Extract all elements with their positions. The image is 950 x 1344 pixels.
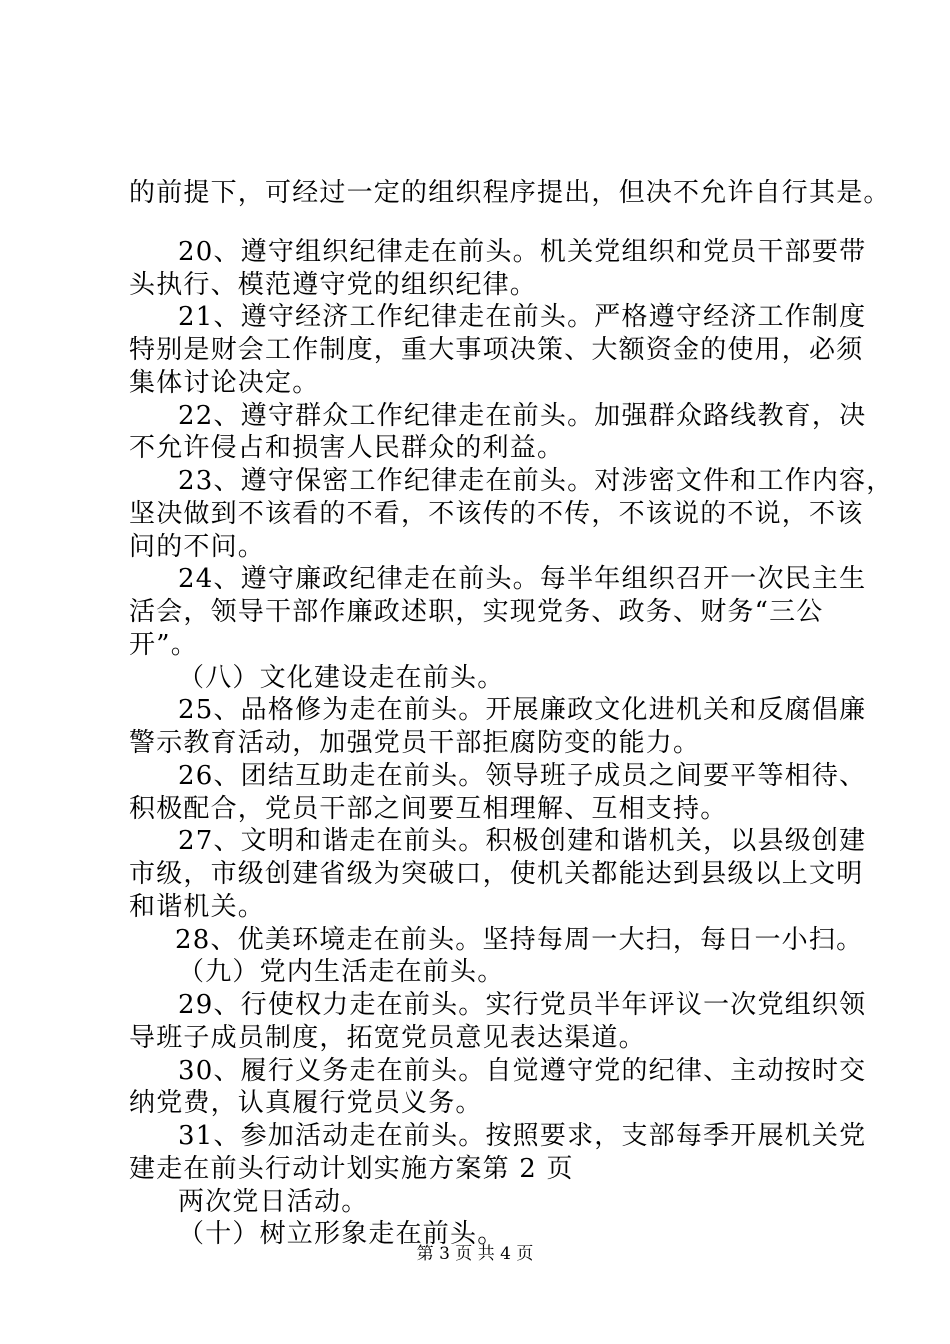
text-line: 31、参加活动走在前头。按照要求，支部每季开展机关党	[178, 1121, 867, 1151]
page-number-footer: 第 3 页 共 4 页	[416, 1244, 534, 1264]
text-line: 30、履行义务走在前头。自觉遵守党的纪律、主动按时交	[178, 1056, 867, 1086]
text-line: 问的不问。	[129, 532, 266, 562]
text-line: 26、团结互助走在前头。领导班子成员之间要平等相待、	[178, 761, 867, 791]
text-line: 不允许侵占和损害人民群众的利益。	[129, 433, 565, 463]
text-line: 的前提下，可经过一定的组织程序提出，但决不允许自行其是。	[129, 178, 891, 208]
text-line: 25、品格修为走在前头。开展廉政文化进机关和反腐倡廉	[178, 695, 867, 725]
text-line: 市级，市级创建省级为突破口，使机关都能达到县级以上文明	[129, 859, 864, 889]
text-line: 集体讨论决定。	[129, 368, 320, 398]
text-line: 头执行、模范遵守党的组织纪律。	[129, 270, 538, 300]
text-line: 29、行使权力走在前头。实行党员半年评议一次党组织领	[178, 990, 867, 1020]
text-line: 警示教育活动，加强党员干部拒腐防变的能力。	[129, 728, 701, 758]
text-line: 20、遵守组织纪律走在前头。机关党组织和党员干部要带	[178, 237, 867, 267]
section-heading: （十）树立形象走在前头。	[178, 1219, 505, 1249]
text-line: 特别是财会工作制度，重大事项决策、大额资金的使用，必须	[129, 335, 864, 365]
text-line: 和谐机关。	[129, 892, 266, 922]
text-line: 22、遵守群众工作纪律走在前头。加强群众路线教育，决	[178, 401, 867, 431]
text-line: 积极配合，党员干部之间要互相理解、互相支持。	[129, 794, 728, 824]
text-line: 两次党日活动。	[178, 1187, 369, 1217]
text-line: 坚决做到不该看的不看，不该传的不传，不该说的不说，不该	[129, 499, 864, 529]
text-line: 导班子成员制度，拓宽党员意见表达渠道。	[129, 1023, 646, 1053]
text-line: 建走在前头行动计划实施方案第 2 页	[129, 1154, 574, 1184]
section-heading: （八）文化建设走在前头。	[178, 663, 505, 693]
text-line: 纳党费，认真履行党员义务。	[129, 1088, 483, 1118]
text-line: 21、遵守经济工作纪律走在前头。严格遵守经济工作制度	[178, 302, 867, 332]
text-line: 活会，领导干部作廉政述职，实现党务、政务、财务“三公	[129, 597, 824, 627]
text-line: 24、遵守廉政纪律走在前头。每半年组织召开一次民主生	[178, 564, 867, 594]
section-heading: （九）党内生活走在前头。	[178, 957, 505, 987]
text-line: 27、文明和谐走在前头。积极创建和谐机关，以县级创建	[178, 826, 867, 856]
text-line: 23、遵守保密工作纪律走在前头。对涉密文件和工作内容，	[178, 466, 894, 496]
text-line: 开”。	[129, 630, 198, 660]
text-line: 28、优美环境走在前头。坚持每周一大扫，每日一小扫。	[175, 925, 864, 955]
